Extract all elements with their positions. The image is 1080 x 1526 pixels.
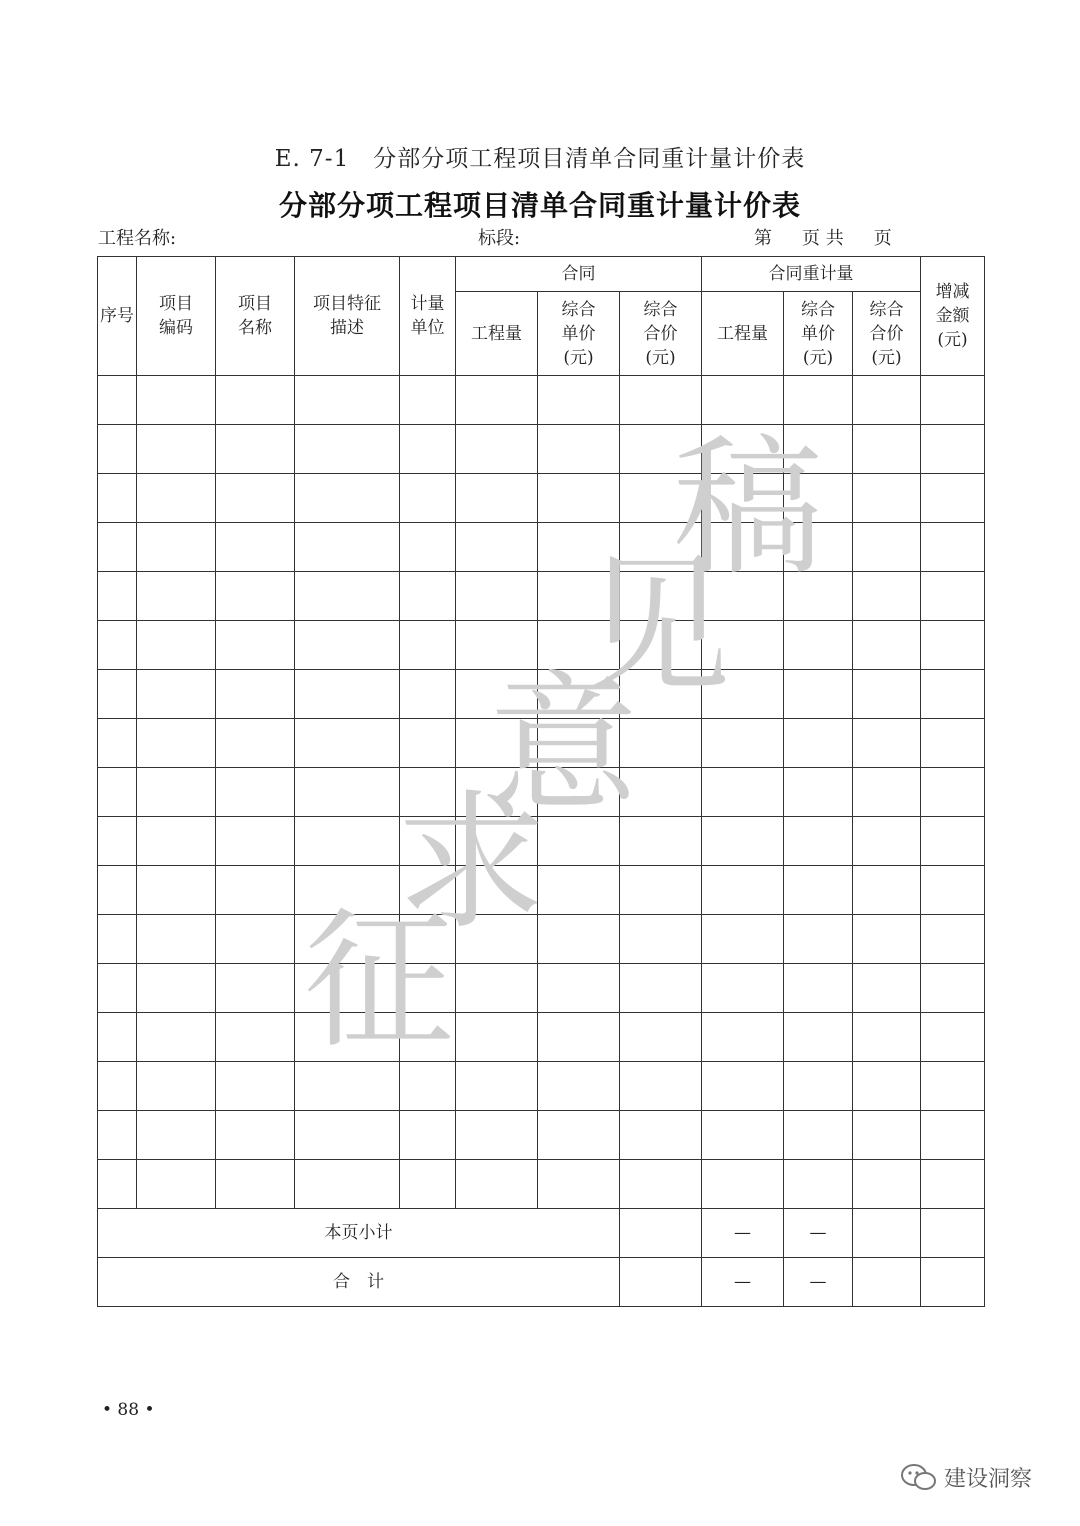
- subtotal-dash: —: [702, 1209, 784, 1258]
- table-cell: [702, 768, 784, 817]
- table-cell: [456, 915, 538, 964]
- table-cell: [702, 474, 784, 523]
- table-cell: [400, 768, 456, 817]
- table-cell: [853, 621, 921, 670]
- section-label: 标段:: [478, 228, 521, 249]
- subtotal-cell: [853, 1209, 921, 1258]
- watermark-char: 见: [580, 540, 731, 715]
- table-cell: [400, 670, 456, 719]
- header-contract-unit-price: 综合 单价 (元): [538, 292, 620, 376]
- table-cell: [853, 1013, 921, 1062]
- project-name-label: 工程名称:: [98, 228, 177, 249]
- table-cell: [702, 670, 784, 719]
- table-cell: [137, 915, 216, 964]
- watermark-char: 意: [488, 658, 639, 833]
- header-code: 项目 编码: [137, 257, 216, 376]
- page-di: 第: [754, 228, 772, 249]
- table-cell: [921, 1111, 985, 1160]
- table-cell: [98, 866, 137, 915]
- table-row: [98, 817, 985, 866]
- header-remeasure: 合同重计量: [702, 257, 921, 292]
- table-cell: [784, 1111, 853, 1160]
- table-cell: [216, 376, 295, 425]
- table-cell: [620, 1160, 702, 1209]
- table-cell: [98, 425, 137, 474]
- table-cell: [538, 1111, 620, 1160]
- table-cell: [295, 670, 400, 719]
- table-row: [98, 866, 985, 915]
- table-cell: [921, 523, 985, 572]
- table-cell: [538, 1013, 620, 1062]
- table-cell: [620, 915, 702, 964]
- table-cell: [538, 572, 620, 621]
- table-cell: [784, 474, 853, 523]
- table-cell: [853, 1111, 921, 1160]
- table-cell: [400, 866, 456, 915]
- table-cell: [216, 1013, 295, 1062]
- table-cell: [295, 915, 400, 964]
- table-cell: [137, 523, 216, 572]
- table-cell: [456, 376, 538, 425]
- table-row: [98, 964, 985, 1013]
- table-cell: [137, 425, 216, 474]
- table-cell: [400, 474, 456, 523]
- table-cell: [853, 474, 921, 523]
- subtotal-label: 本页小计: [98, 1209, 620, 1258]
- table-cell: [456, 1062, 538, 1111]
- table-cell: [702, 1160, 784, 1209]
- table-cell: [921, 964, 985, 1013]
- watermark-char: 征: [303, 894, 454, 1069]
- table-cell: [98, 768, 137, 817]
- table-cell: [853, 523, 921, 572]
- table-cell: [295, 1062, 400, 1111]
- table-cell: [853, 817, 921, 866]
- table-cell: [456, 1013, 538, 1062]
- table-cell: [784, 670, 853, 719]
- table-row: [98, 768, 985, 817]
- table-cell: [295, 1013, 400, 1062]
- table-cell: [853, 376, 921, 425]
- table-cell: [137, 964, 216, 1013]
- table-cell: [400, 1111, 456, 1160]
- table-cell: [400, 817, 456, 866]
- table-cell: [98, 915, 137, 964]
- table-cell: [702, 621, 784, 670]
- table-cell: [400, 1062, 456, 1111]
- table-cell: [216, 719, 295, 768]
- table-cell: [538, 915, 620, 964]
- header-change-amount: 增减 金额 (元): [921, 257, 985, 376]
- table-cell: [216, 964, 295, 1013]
- table-cell: [784, 817, 853, 866]
- table-row: [98, 915, 985, 964]
- table-cell: [921, 572, 985, 621]
- table-cell: [456, 670, 538, 719]
- table-cell: [921, 670, 985, 719]
- table-cell: [853, 915, 921, 964]
- table-cell: [98, 376, 137, 425]
- table-cell: [853, 719, 921, 768]
- table-cell: [98, 964, 137, 1013]
- table-cell: [538, 425, 620, 474]
- table-cell: [400, 719, 456, 768]
- table-cell: [784, 719, 853, 768]
- table-cell: [853, 768, 921, 817]
- table-cell: [538, 1062, 620, 1111]
- table-cell: [784, 376, 853, 425]
- total-dash: —: [784, 1258, 853, 1307]
- table-cell: [137, 572, 216, 621]
- table-cell: [853, 1062, 921, 1111]
- table-cell: [538, 670, 620, 719]
- table-cell: [921, 1062, 985, 1111]
- table-cell: [456, 1111, 538, 1160]
- table-row: [98, 474, 985, 523]
- table-cell: [137, 474, 216, 523]
- table-cell: [400, 1013, 456, 1062]
- table-cell: [98, 474, 137, 523]
- header-contract-qty: 工程量: [456, 292, 538, 376]
- table-caption: E. 7-1 分部分项工程项目清单合同重计量计价表: [274, 146, 806, 172]
- table-cell: [702, 817, 784, 866]
- table-cell: [538, 1160, 620, 1209]
- table-cell: [295, 376, 400, 425]
- table-cell: [456, 523, 538, 572]
- table-cell: [702, 866, 784, 915]
- table-cell: [620, 817, 702, 866]
- total-cell: [853, 1258, 921, 1307]
- page-ye: 页: [873, 228, 892, 249]
- total-label: 合 计: [98, 1258, 620, 1307]
- table-cell: [620, 523, 702, 572]
- table-cell: [921, 425, 985, 474]
- table-cell: [620, 670, 702, 719]
- table-cell: [620, 1111, 702, 1160]
- total-cell: [620, 1258, 702, 1307]
- table-cell: [295, 866, 400, 915]
- table-cell: [400, 376, 456, 425]
- table-cell: [137, 866, 216, 915]
- wechat-icon: [900, 1463, 938, 1493]
- table-cell: [137, 1013, 216, 1062]
- table-cell: [137, 1160, 216, 1209]
- table-cell: [216, 523, 295, 572]
- table-cell: [295, 964, 400, 1013]
- table-cell: [921, 768, 985, 817]
- header-remeasure-unit-price: 综合 单价 (元): [784, 292, 853, 376]
- subtotal-dash: —: [784, 1209, 853, 1258]
- table-cell: [456, 621, 538, 670]
- table-cell: [400, 572, 456, 621]
- table-row: [98, 719, 985, 768]
- table-cell: [702, 523, 784, 572]
- table-cell: [620, 1013, 702, 1062]
- table-cell: [853, 425, 921, 474]
- table-cell: [456, 817, 538, 866]
- table-cell: [538, 719, 620, 768]
- table-cell: [216, 670, 295, 719]
- table-cell: [98, 1062, 137, 1111]
- table-row: [98, 1160, 985, 1209]
- table-cell: [538, 474, 620, 523]
- table-cell: [216, 572, 295, 621]
- table-row: [98, 670, 985, 719]
- table-cell: [216, 425, 295, 474]
- table-cell: [216, 817, 295, 866]
- table-cell: [400, 964, 456, 1013]
- table-cell: [295, 425, 400, 474]
- table-cell: [98, 1160, 137, 1209]
- table-cell: [295, 572, 400, 621]
- table-cell: [921, 474, 985, 523]
- table-cell: [702, 1111, 784, 1160]
- table-cell: [784, 964, 853, 1013]
- table-cell: [620, 474, 702, 523]
- header-seq: 序号: [98, 257, 137, 376]
- table-cell: [98, 817, 137, 866]
- table-cell: [853, 572, 921, 621]
- table-cell: [137, 719, 216, 768]
- watermark-char: 稿: [673, 421, 824, 596]
- table-cell: [538, 621, 620, 670]
- table-row: [98, 1013, 985, 1062]
- page-ye-gong: 页 共: [802, 228, 844, 249]
- table-cell: [921, 621, 985, 670]
- table-cell: [295, 817, 400, 866]
- table-cell: [400, 915, 456, 964]
- table-cell: [456, 425, 538, 474]
- table-cell: [295, 1111, 400, 1160]
- table-cell: [784, 1062, 853, 1111]
- table-cell: [538, 964, 620, 1013]
- table-cell: [295, 768, 400, 817]
- table-cell: [137, 1062, 216, 1111]
- table-cell: [98, 1013, 137, 1062]
- table-cell: [921, 376, 985, 425]
- table-row: [98, 523, 985, 572]
- table-cell: [137, 817, 216, 866]
- watermark-char: 求: [396, 776, 547, 951]
- table-cell: [784, 621, 853, 670]
- table-row: [98, 425, 985, 474]
- table-cell: [216, 621, 295, 670]
- table-cell: [702, 572, 784, 621]
- table-cell: [784, 523, 853, 572]
- page-title: 分部分项工程项目清单合同重计量计价表: [278, 189, 801, 222]
- table-cell: [98, 523, 137, 572]
- table-cell: [620, 1062, 702, 1111]
- table-cell: [137, 1111, 216, 1160]
- table-cell: [216, 915, 295, 964]
- table-cell: [702, 1062, 784, 1111]
- table-cell: [921, 1013, 985, 1062]
- table-cell: [620, 964, 702, 1013]
- table-cell: [295, 719, 400, 768]
- table-cell: [98, 670, 137, 719]
- table-cell: [853, 670, 921, 719]
- header-unit: 计量 单位: [400, 257, 456, 376]
- table-cell: [538, 866, 620, 915]
- header-name: 项目 名称: [216, 257, 295, 376]
- table-cell: [921, 817, 985, 866]
- table-cell: [456, 1160, 538, 1209]
- table-cell: [456, 866, 538, 915]
- table-cell: [456, 474, 538, 523]
- table-cell: [216, 1062, 295, 1111]
- table-cell: [784, 768, 853, 817]
- table-cell: [784, 866, 853, 915]
- table-cell: [98, 621, 137, 670]
- table-cell: [295, 474, 400, 523]
- table-cell: [702, 1013, 784, 1062]
- table-cell: [620, 866, 702, 915]
- page-number: • 88 •: [102, 1400, 155, 1420]
- table-cell: [853, 1160, 921, 1209]
- header-remeasure-total-price: 综合 合价 (元): [853, 292, 921, 376]
- brand-name: 建设洞察: [944, 1467, 1033, 1492]
- table-cell: [456, 964, 538, 1013]
- table-cell: [456, 719, 538, 768]
- total-cell: [921, 1258, 985, 1307]
- table-cell: [137, 670, 216, 719]
- table-cell: [784, 915, 853, 964]
- table-cell: [702, 376, 784, 425]
- subtotal-cell: [620, 1209, 702, 1258]
- header-desc: 项目特征 描述: [295, 257, 400, 376]
- table-cell: [702, 425, 784, 474]
- table-cell: [216, 866, 295, 915]
- table-cell: [620, 376, 702, 425]
- table-cell: [620, 425, 702, 474]
- table-cell: [702, 964, 784, 1013]
- table-cell: [853, 964, 921, 1013]
- table-cell: [216, 1111, 295, 1160]
- table-row: [98, 572, 985, 621]
- table-cell: [620, 719, 702, 768]
- table-cell: [702, 719, 784, 768]
- table-cell: [921, 915, 985, 964]
- brand-mark: [900, 1462, 1032, 1493]
- table-cell: [295, 621, 400, 670]
- table-cell: [921, 719, 985, 768]
- table-cell: [216, 474, 295, 523]
- page-count-label: [754, 224, 892, 250]
- table-cell: [456, 572, 538, 621]
- table-cell: [137, 768, 216, 817]
- table-cell: [400, 425, 456, 474]
- table-cell: [784, 1013, 853, 1062]
- table-cell: [538, 376, 620, 425]
- table-cell: [295, 1160, 400, 1209]
- table-cell: [620, 768, 702, 817]
- header-remeasure-qty: 工程量: [702, 292, 784, 376]
- header-contract: 合同: [456, 257, 702, 292]
- table-cell: [702, 915, 784, 964]
- table-cell: [295, 523, 400, 572]
- table-cell: [400, 1160, 456, 1209]
- table-cell: [216, 1160, 295, 1209]
- table-cell: [784, 1160, 853, 1209]
- table-cell: [400, 621, 456, 670]
- table-cell: [216, 768, 295, 817]
- table-row: [98, 1111, 985, 1160]
- table-cell: [784, 572, 853, 621]
- table-cell: [620, 621, 702, 670]
- table-cell: [784, 425, 853, 474]
- header-contract-total-price: 综合 合价 (元): [620, 292, 702, 376]
- table-cell: [538, 817, 620, 866]
- table-cell: [400, 523, 456, 572]
- subtotal-cell: [921, 1209, 985, 1258]
- table-cell: [137, 376, 216, 425]
- table-cell: [853, 866, 921, 915]
- table-cell: [456, 768, 538, 817]
- table-cell: [538, 523, 620, 572]
- table-cell: [98, 1111, 137, 1160]
- table-row: [98, 376, 985, 425]
- table-cell: [98, 719, 137, 768]
- table-row: [98, 1062, 985, 1111]
- table-cell: [98, 572, 137, 621]
- table-row: [98, 621, 985, 670]
- total-dash: —: [702, 1258, 784, 1307]
- table-cell: [921, 1160, 985, 1209]
- pricing-table: [97, 256, 985, 1307]
- table-cell: [620, 572, 702, 621]
- table-cell: [137, 621, 216, 670]
- table-cell: [538, 768, 620, 817]
- table-cell: [921, 866, 985, 915]
